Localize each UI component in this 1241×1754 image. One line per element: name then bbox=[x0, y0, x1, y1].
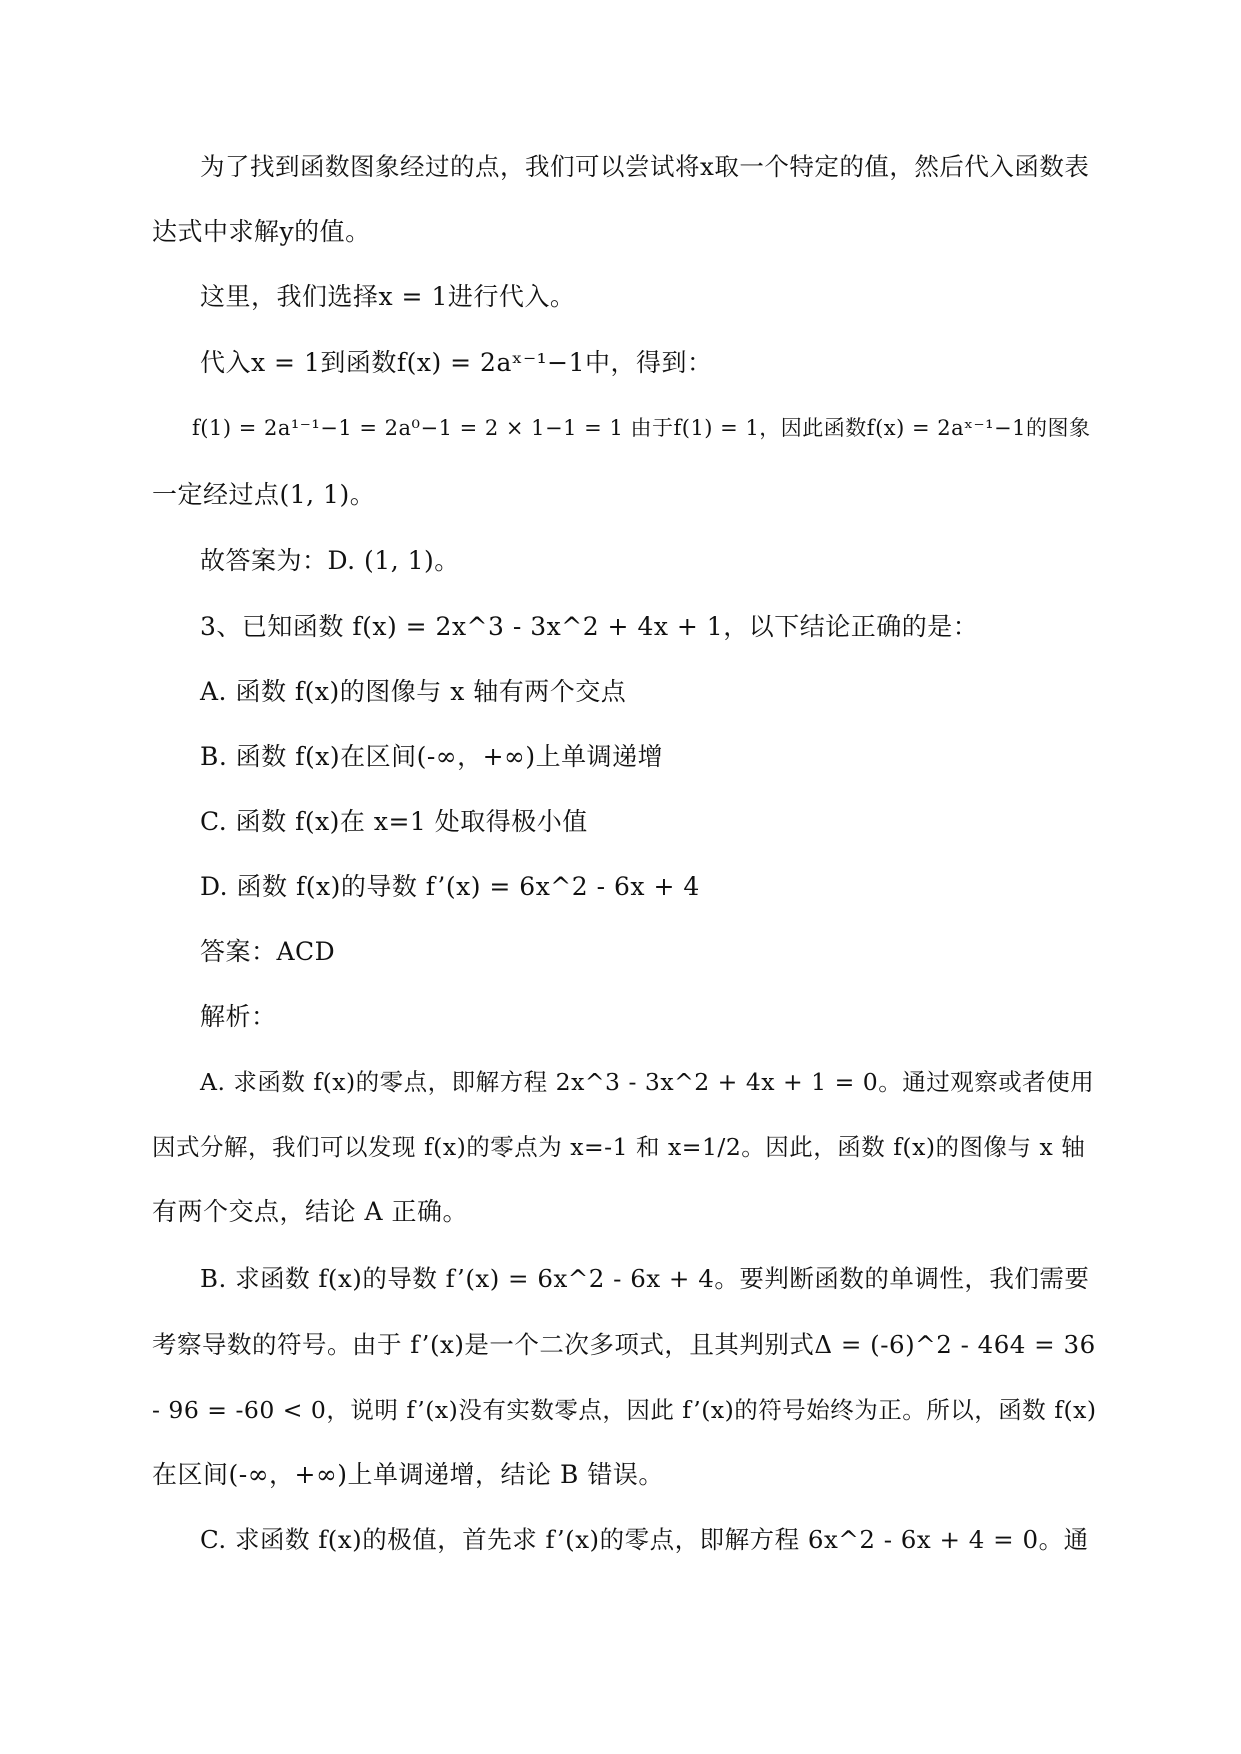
analysis-a-line: 有两个交点，结论 A 正确。 bbox=[152, 1197, 468, 1226]
option-c: C. 函数 f(x)在 x=1 处取得极小值 bbox=[200, 807, 588, 836]
formula-line: f(1) = 2a¹⁻¹−1 = 2a⁰−1 = 2 × 1−1 = 1 由于f(1) = 1，因此函数f(x) = 2aˣ⁻¹−1的图象 bbox=[192, 416, 1091, 440]
analysis-b-line: 在区间(-∞，+∞)上单调递增，结论 B 错误。 bbox=[152, 1460, 664, 1489]
analysis-b-line: B. 求函数 f(x)的导数 f’(x) = 6x^2 - 6x + 4。要判断函数的单调性，我们需要 bbox=[200, 1264, 1090, 1293]
analysis-c-line: C. 求函数 f(x)的极值，首先求 f’(x)的零点，即解方程 6x^2 - 6x + 4 = 0。通 bbox=[200, 1525, 1089, 1554]
option-b: B. 函数 f(x)在区间(-∞，+∞)上单调递增 bbox=[200, 742, 664, 771]
analysis-a-line: 因式分解，我们可以发现 f(x)的零点为 x=-1 和 x=1/2。因此，函数 f(x)的图像与 x 轴 bbox=[152, 1133, 1086, 1161]
paragraph-line: 这里，我们选择x = 1进行代入。 bbox=[200, 282, 576, 311]
analysis-heading: 解析： bbox=[200, 1002, 277, 1031]
paragraph-line: 代入x = 1到函数f(x) = 2aˣ⁻¹−1中，得到： bbox=[200, 348, 713, 377]
paragraph-line: 达式中求解y的值。 bbox=[152, 217, 371, 246]
analysis-a-line: A. 求函数 f(x)的零点，即解方程 2x^3 - 3x^2 + 4x + 1 = 0。通过观察或者使用 bbox=[200, 1068, 1095, 1096]
answer-line: 故答案为：D. (1, 1)。 bbox=[200, 546, 460, 575]
analysis-b-line: - 96 = -60 < 0，说明 f’(x)没有实数零点，因此 f’(x)的符号始终为正。所以，函数 f(x) bbox=[152, 1396, 1097, 1424]
answer-label: 答案：ACD bbox=[200, 937, 336, 966]
paragraph-line: 为了找到函数图象经过的点，我们可以尝试将x取一个特定的值，然后代入函数表 bbox=[200, 152, 1090, 181]
question-heading: 3、已知函数 f(x) = 2x^3 - 3x^2 + 4x + 1，以下结论正确的是： bbox=[200, 612, 979, 641]
option-d: D. 函数 f(x)的导数 f’(x) = 6x^2 - 6x + 4 bbox=[200, 872, 700, 901]
option-a: A. 函数 f(x)的图像与 x 轴有两个交点 bbox=[200, 677, 627, 706]
analysis-b-line: 考察导数的符号。由于 f’(x)是一个二次多项式，且其判别式Δ = (-6)^2 - 464 = 36 bbox=[152, 1330, 1096, 1359]
paragraph-line: 一定经过点(1, 1)。 bbox=[152, 480, 376, 509]
